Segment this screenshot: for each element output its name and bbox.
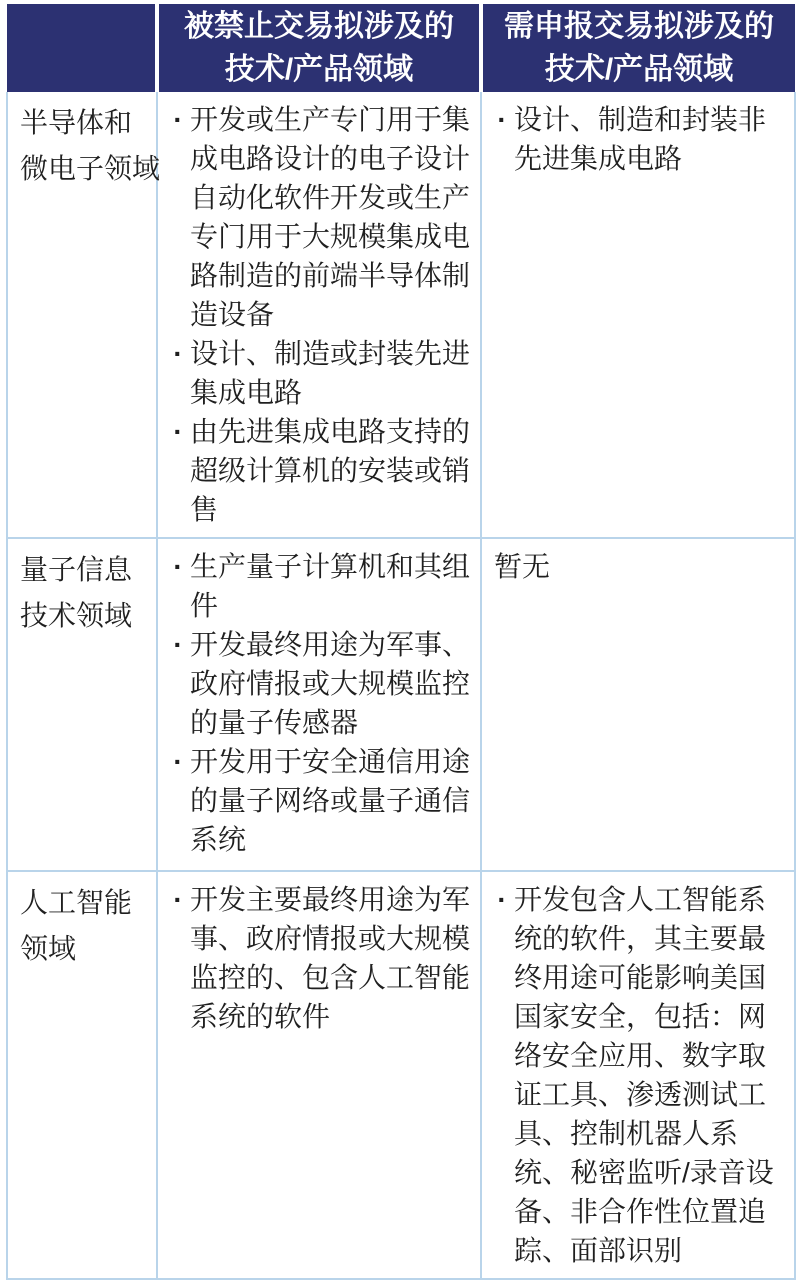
row-label-ai — [7, 871, 157, 1279]
list-item — [166, 412, 476, 529]
table-row — [7, 92, 795, 538]
bullet-icon: · — [173, 338, 183, 369]
list-item — [166, 334, 476, 412]
list-item-text: 设计、制造和封装非先进集成电路 — [514, 104, 767, 174]
list-item-text: 由先进集成电路支持的超级计算机的安装或销售 — [190, 416, 471, 525]
cell-prohibited-ai — [157, 871, 481, 1279]
bullet-icon: · — [173, 629, 183, 660]
bullet-icon: · — [497, 884, 507, 915]
cell-notifiable-semiconductors — [481, 92, 795, 538]
bullet-icon: · — [173, 551, 183, 582]
list-item — [490, 100, 790, 178]
list-item — [166, 880, 476, 1036]
list-item-text: 开发包含人工智能系统的软件，其主要最终用途可能影响美国国家安全，包括：网络安全应用、数字取证工具、渗透测试工具、控制机器人系统、秘密监听/录音设备、非合作性位置追踪、面部识别 — [514, 884, 774, 1266]
header-prohibited-line2: 技术/产品领域 — [224, 53, 414, 86]
row-label-semiconductors — [7, 92, 161, 538]
row-label-line: 领域 — [20, 933, 77, 964]
header-notifiable-line1: 需申报交易拟涉及的 — [504, 10, 774, 43]
header-cell-notifiable — [481, 4, 795, 92]
list-item-text: 开发或生产专门用于集成电路设计的电子设计自动化软件开发或生产专门用于大规模集成电路制造的前端半导体制造设备 — [190, 104, 471, 330]
header-cell-area — [7, 4, 157, 92]
header-prohibited-line1: 被禁止交易拟涉及的 — [184, 10, 454, 43]
row-label-line: 技术领域 — [20, 600, 133, 631]
bullet-icon: · — [497, 104, 507, 135]
list-item — [166, 625, 476, 742]
cell-prohibited-semiconductors — [157, 92, 481, 538]
list-item — [166, 547, 476, 625]
table-row — [7, 871, 795, 1279]
list-item-text: 生产量子计算机和其组件 — [190, 551, 471, 621]
table-header — [7, 4, 795, 92]
bullet-icon: · — [173, 416, 183, 447]
cell-prohibited-quantum — [157, 538, 481, 871]
list-item-text: 开发用于安全通信用途的量子网络或量子通信系统 — [190, 746, 471, 855]
list-item — [490, 880, 790, 1270]
row-label-quantum — [7, 538, 157, 871]
header-cell-prohibited — [157, 4, 481, 92]
list-item-text: 设计、制造或封装先进集成电路 — [190, 338, 471, 408]
list-item — [166, 100, 476, 334]
list-item-text: 开发主要最终用途为军事、政府情报或大规模监控的、包含人工智能系统的软件 — [190, 884, 471, 1032]
list-item-text: 开发最终用途为军事、政府情报或大规模监控的量子传感器 — [190, 629, 471, 738]
row-label-line: 半导体和 — [20, 107, 133, 138]
cell-notifiable-quantum — [481, 538, 795, 871]
table-row — [7, 538, 795, 871]
tech-restrictions-table — [6, 4, 796, 1280]
bullet-icon: · — [173, 884, 183, 915]
cell-text-none: 暂无 — [494, 551, 551, 582]
header-notifiable-line2: 技术/产品领域 — [544, 53, 734, 86]
list-item — [166, 742, 476, 859]
row-label-line: 人工智能 — [20, 887, 133, 918]
row-label-line: 量子信息 — [20, 554, 133, 585]
bullet-icon: · — [173, 104, 183, 135]
bullet-icon: · — [173, 746, 183, 777]
cell-notifiable-ai — [481, 871, 795, 1279]
row-label-line: 微电子领域 — [20, 153, 161, 184]
